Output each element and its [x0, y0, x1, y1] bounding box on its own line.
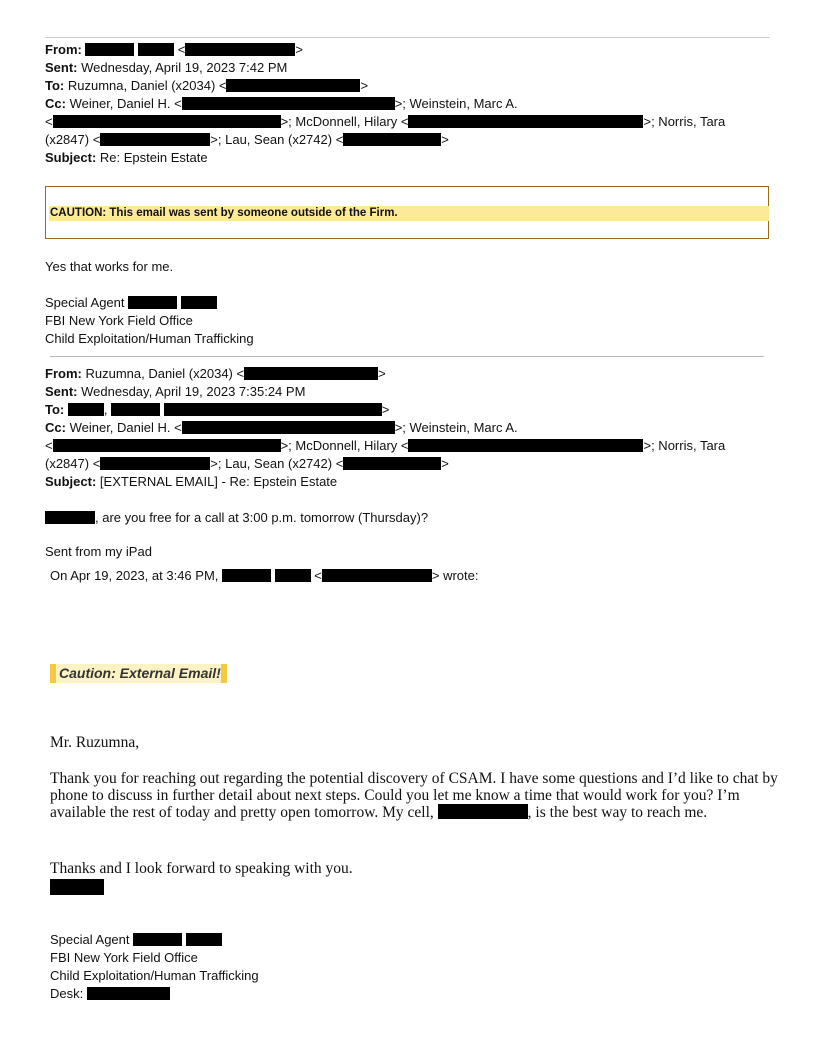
- redaction: [182, 97, 395, 110]
- reply-body: Yes that works for me.: [45, 259, 174, 274]
- caution-banner-text: CAUTION: This email was sent by someone outside of the Firm.: [49, 206, 769, 221]
- redaction: [408, 439, 643, 452]
- cc-text: Weiner, Daniel H. <: [69, 96, 182, 111]
- email2-cc-line-3: [45, 455, 770, 473]
- redaction: [128, 296, 177, 309]
- cc-text: >; Lau, Sean (x2742) <: [210, 132, 344, 147]
- email1-cc-line-2: [45, 113, 770, 131]
- cc-label: Cc:: [45, 96, 66, 111]
- quoted-intro-text: On Apr 19, 2023, at 3:46 PM,: [50, 568, 219, 583]
- redaction: [408, 115, 643, 128]
- redaction: [226, 79, 360, 92]
- redaction: [438, 804, 528, 819]
- email1-sent-line: [45, 59, 770, 77]
- cc-text: >; Lau, Sean (x2742) <: [210, 456, 344, 471]
- bracket: <: [177, 42, 186, 57]
- to-label: To:: [45, 78, 65, 93]
- email1-cc-line: [45, 95, 770, 113]
- reply-signature: [45, 294, 254, 348]
- bracket: >: [381, 402, 390, 417]
- email1-subject-line: [45, 149, 770, 167]
- sent-value: Wednesday, April 19, 2023 7:42 PM: [81, 60, 288, 75]
- to-value: Ruzumna, Daniel (x2034) <: [67, 78, 227, 93]
- subject-value: [EXTERNAL EMAIL] - Re: Epstein Estate: [99, 474, 338, 489]
- to-label: To:: [45, 402, 65, 417]
- quoted-signature: [50, 931, 259, 1003]
- redaction: [45, 511, 95, 524]
- cc-text: >: [441, 456, 449, 471]
- sig-office: FBI New York Field Office: [45, 313, 193, 328]
- email2-signature: Sent from my iPad: [45, 544, 152, 559]
- cc-text: (x2847) <: [45, 132, 101, 147]
- cc-label: Cc:: [45, 420, 66, 435]
- email2-from-line: [45, 365, 770, 383]
- sig-office: FBI New York Field Office: [50, 950, 198, 965]
- cc-text: >; Weinstein, Marc A.: [394, 96, 518, 111]
- from-label: From:: [45, 366, 82, 381]
- redaction: [182, 421, 395, 434]
- sig-title: Special Agent: [45, 295, 125, 310]
- redaction: [87, 987, 170, 1000]
- email1-from-line: [45, 41, 770, 59]
- redaction: [68, 403, 104, 416]
- redaction: [100, 457, 210, 470]
- redaction: [244, 367, 378, 380]
- quoted-intro: [50, 567, 478, 585]
- email2-cc-line-2: [45, 437, 770, 455]
- bracket: >: [360, 78, 369, 93]
- message-divider: [50, 356, 764, 357]
- redaction: [222, 569, 271, 582]
- subject-value: Re: Epstein Estate: [99, 150, 208, 165]
- quoted-intro-text: > wrote:: [431, 568, 479, 583]
- email2-sent-line: [45, 383, 770, 401]
- subject-label: Subject:: [45, 150, 97, 165]
- cc-text: >; Norris, Tara: [643, 114, 726, 129]
- sent-label: Sent:: [45, 384, 78, 399]
- redaction: [343, 457, 441, 470]
- sig-unit: Child Exploitation/Human Trafficking: [45, 331, 254, 346]
- sig-title: Special Agent: [50, 932, 130, 947]
- email2-to-line: [45, 401, 770, 419]
- bracket: >: [378, 366, 386, 381]
- redaction: [164, 403, 382, 416]
- email1-cc-line-3: [45, 131, 770, 149]
- cc-text: >; McDonnell, Hilary <: [280, 114, 409, 129]
- sent-value: Wednesday, April 19, 2023 7:35:24 PM: [81, 384, 306, 399]
- paragraph-text: , is the best way to reach me.: [527, 804, 708, 821]
- from-value: Ruzumna, Daniel (x2034) <: [85, 366, 245, 381]
- from-label: From:: [45, 42, 82, 57]
- cc-text: >; McDonnell, Hilary <: [280, 438, 409, 453]
- redaction: [322, 569, 432, 582]
- bracket: <: [314, 568, 322, 583]
- quoted-salutation: Mr. Ruzumna,: [50, 734, 140, 751]
- email1-header: [45, 41, 770, 167]
- redaction: [181, 296, 217, 309]
- redaction-signature-name: [50, 879, 104, 895]
- cc-text: <: [45, 438, 53, 453]
- redaction: [133, 933, 182, 946]
- top-divider: [45, 37, 770, 38]
- redaction: [111, 403, 160, 416]
- redaction: [138, 43, 174, 56]
- redaction: [85, 43, 134, 56]
- quoted-paragraph-1: [50, 770, 780, 821]
- cc-text: <: [45, 114, 53, 129]
- comma: ,: [103, 402, 108, 417]
- email2-cc-line: [45, 419, 770, 437]
- email2-subject-line: [45, 473, 770, 491]
- cc-text: (x2847) <: [45, 456, 101, 471]
- bracket: >: [295, 42, 303, 57]
- redaction: [275, 569, 311, 582]
- cc-text: >; Norris, Tara: [643, 438, 726, 453]
- redaction: [53, 115, 281, 128]
- redaction: [185, 43, 295, 56]
- paragraph-text: Thank you for reaching out regarding the potential discovery of CSAM. I have some questions and I’d like to chat by phone to discuss in further detail about next steps. Could you let me know a time that would work for you? I’m available the rest of today and pretty open tomorrow. My cell,: [50, 770, 778, 821]
- email2-body: [45, 509, 428, 527]
- redaction: [100, 133, 210, 146]
- cc-text: >: [441, 132, 449, 147]
- cc-text: >; Weinstein, Marc A.: [394, 420, 518, 435]
- email2-header: [45, 365, 770, 491]
- cc-text: Weiner, Daniel H. <: [69, 420, 182, 435]
- body-text: , are you free for a call at 3:00 p.m. tomorrow (Thursday)?: [95, 510, 429, 525]
- email1-to-line: [45, 77, 770, 95]
- redaction: [186, 933, 222, 946]
- external-email-caution: Caution: External Email!: [50, 664, 221, 683]
- sig-unit: Child Exploitation/Human Trafficking: [50, 968, 259, 983]
- quoted-paragraph-2: Thanks and I look forward to speaking with you.: [50, 860, 353, 877]
- sent-label: Sent:: [45, 60, 78, 75]
- caution-banner: [45, 186, 769, 239]
- redaction: [343, 133, 441, 146]
- redaction: [53, 439, 281, 452]
- subject-label: Subject:: [45, 474, 97, 489]
- sig-desk-label: Desk:: [50, 986, 84, 1001]
